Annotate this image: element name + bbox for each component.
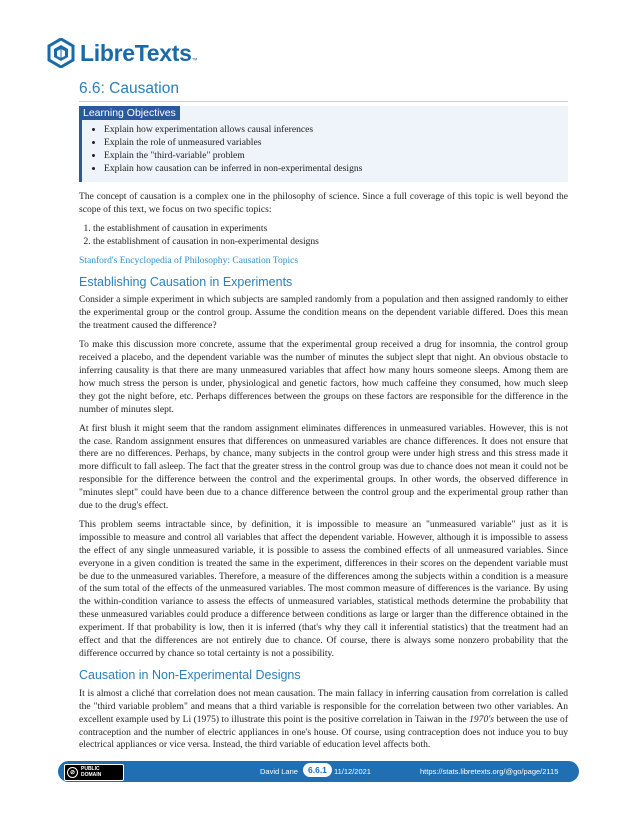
topics-list — [79, 223, 568, 249]
main-content — [79, 191, 568, 758]
text-run: It is almost a cliché that correlation does not mean causation. The main fallacy in inferring causation from correlation is called the "third variable problem" and means that a third variable is responsible for the correlation between two other variables. An excellent example used by Li (1975) to illustrate this point is the positive correlation in Taiwan in the — [79, 687, 568, 725]
body-paragraph — [79, 688, 568, 753]
libretexts-hex-icon — [46, 38, 76, 68]
body-paragraph: Consider a simple experiment in which subjects are sampled randomly from a population and then assigned randomly to either the experimental group or the control group. Assume the condition means on the dependent variable differed. Does this mean the treatment caused the difference? — [79, 294, 568, 332]
objective-item: • Explain how causation can be inferred in non-experimental designs — [104, 162, 362, 175]
public-domain-badge[interactable] — [64, 764, 124, 781]
objective-item: • Explain how experimentation allows causal inferences — [104, 123, 362, 136]
learning-objectives-list — [90, 123, 362, 175]
footer-author: David Lane — [260, 767, 298, 776]
math-expression: 1970′s — [469, 713, 495, 725]
page-title: 6.6: Causation — [79, 80, 568, 102]
learning-objectives-heading: Learning Objectives — [79, 106, 180, 120]
topic-item: 2. the establishment of causation in non-experimental designs — [93, 236, 568, 249]
text-run: between the use of contraception and the number of electric appliances in one's house. Of course, using contraception does not induce you to buy electrical appliances or vice versa. Instead, the third variable of education level affects both. — [79, 713, 568, 751]
learning-objectives-box — [79, 106, 568, 182]
license-line: DOMAIN — [81, 771, 102, 778]
intro-paragraph: The concept of causation is a complex one in the philosophy of science. Since a full coverage of this topic is well beyond the scope of this text, we focus on two specific topics: — [79, 191, 568, 215]
license-label — [81, 767, 101, 778]
footer-date: 11/12/2021 — [334, 767, 371, 776]
brand-name: LibreTexts — [80, 39, 192, 66]
license-line: PUBLIC — [81, 766, 100, 772]
body-paragraph: At first blush it might seem that the random assignment eliminates differences in unmeasured variables. However, this is not the case. Random assignment ensures that differences on unmeasured variables are chance differences. It does not ensure that there are no differences. Perhaps, by chance, many subjects in the control group were under high stress and this stress made it more difficult to fall asleep. The fact that the greater stress in the control group was due to chance does not mean it could not be responsible for the difference between the control and the experimental groups. In other words, the observed difference in "minutes slept" could have been due to a chance difference between the control group and the experimental group rather than due to the drug's effect. — [79, 422, 568, 512]
public-domain-icon: ⊘ — [67, 767, 78, 778]
brand-tm: ™ — [191, 58, 198, 64]
body-paragraph: This problem seems intractable since, by definition, it is impossible to measure an "unmeasured variable" just as it is impossible to measure and control all variables that affect the dependent variable. However, although it is impossible to assess the effect of any single unmeasured variable, it is possible to assess the combined effects of all unmeasured variables. Since everyone in a given condition is treated the same in the experiment, differences in their scores on the dependent variable must be due to the unmeasured variables. Therefore, a measure of the differences among the subjects within a condition is a measure of the sum total of the effects of the unmeasured variables. The most common measure of differences is the variance. By using the within-condition variance to assess the effects of unmeasured variables, statistical methods determine the probability that these unmeasured variables could produce a difference between conditions as large or larger than the difference obtained in the experiment. If that probability is low, then it is inferred (that's why they call it inferential statistics) that the treatment had an effect and that the differences are not entirely due to chance. Of course, there is always some nonzero probability that the difference occurred by chance so total certainty is not a possibility. — [79, 518, 568, 659]
body-paragraph: To make this discussion more concrete, assume that the experimental group received a drug for insomnia, the control group received a placebo, and the dependent variable was the number of minutes the subject slept that night. An obvious obstacle to inferring causality is that there are many unmeasured variables that affect how many hours someone sleeps. Among them are how much stress the person is under, physiological and genetic factors, how much caffeine they consumed, how much sleep they got the night before, etc. Perhaps differences between the groups on these factors are responsible for the difference in the number of minutes slept. — [79, 339, 568, 415]
topic-item: 1. the establishment of causation in experiments — [93, 223, 568, 236]
page-footer — [58, 761, 579, 782]
footer-page-number: 6.6.1 — [303, 763, 332, 777]
section-heading-non-experimental: Causation in Non-Experimental Designs — [79, 667, 301, 682]
libretexts-logo[interactable] — [46, 38, 198, 68]
footer-url[interactable]: https://stats.libretexts.org/@go/page/2115 — [420, 767, 559, 776]
stanford-encyclopedia-link[interactable]: Stanford's Encyclopedia of Philosophy: Causation Topics — [79, 254, 299, 266]
section-heading-experiments: Establishing Causation in Experiments — [79, 274, 293, 289]
objective-item: • Explain the role of unmeasured variables — [104, 136, 362, 149]
objective-item: • Explain the "third-variable" problem — [104, 149, 362, 162]
